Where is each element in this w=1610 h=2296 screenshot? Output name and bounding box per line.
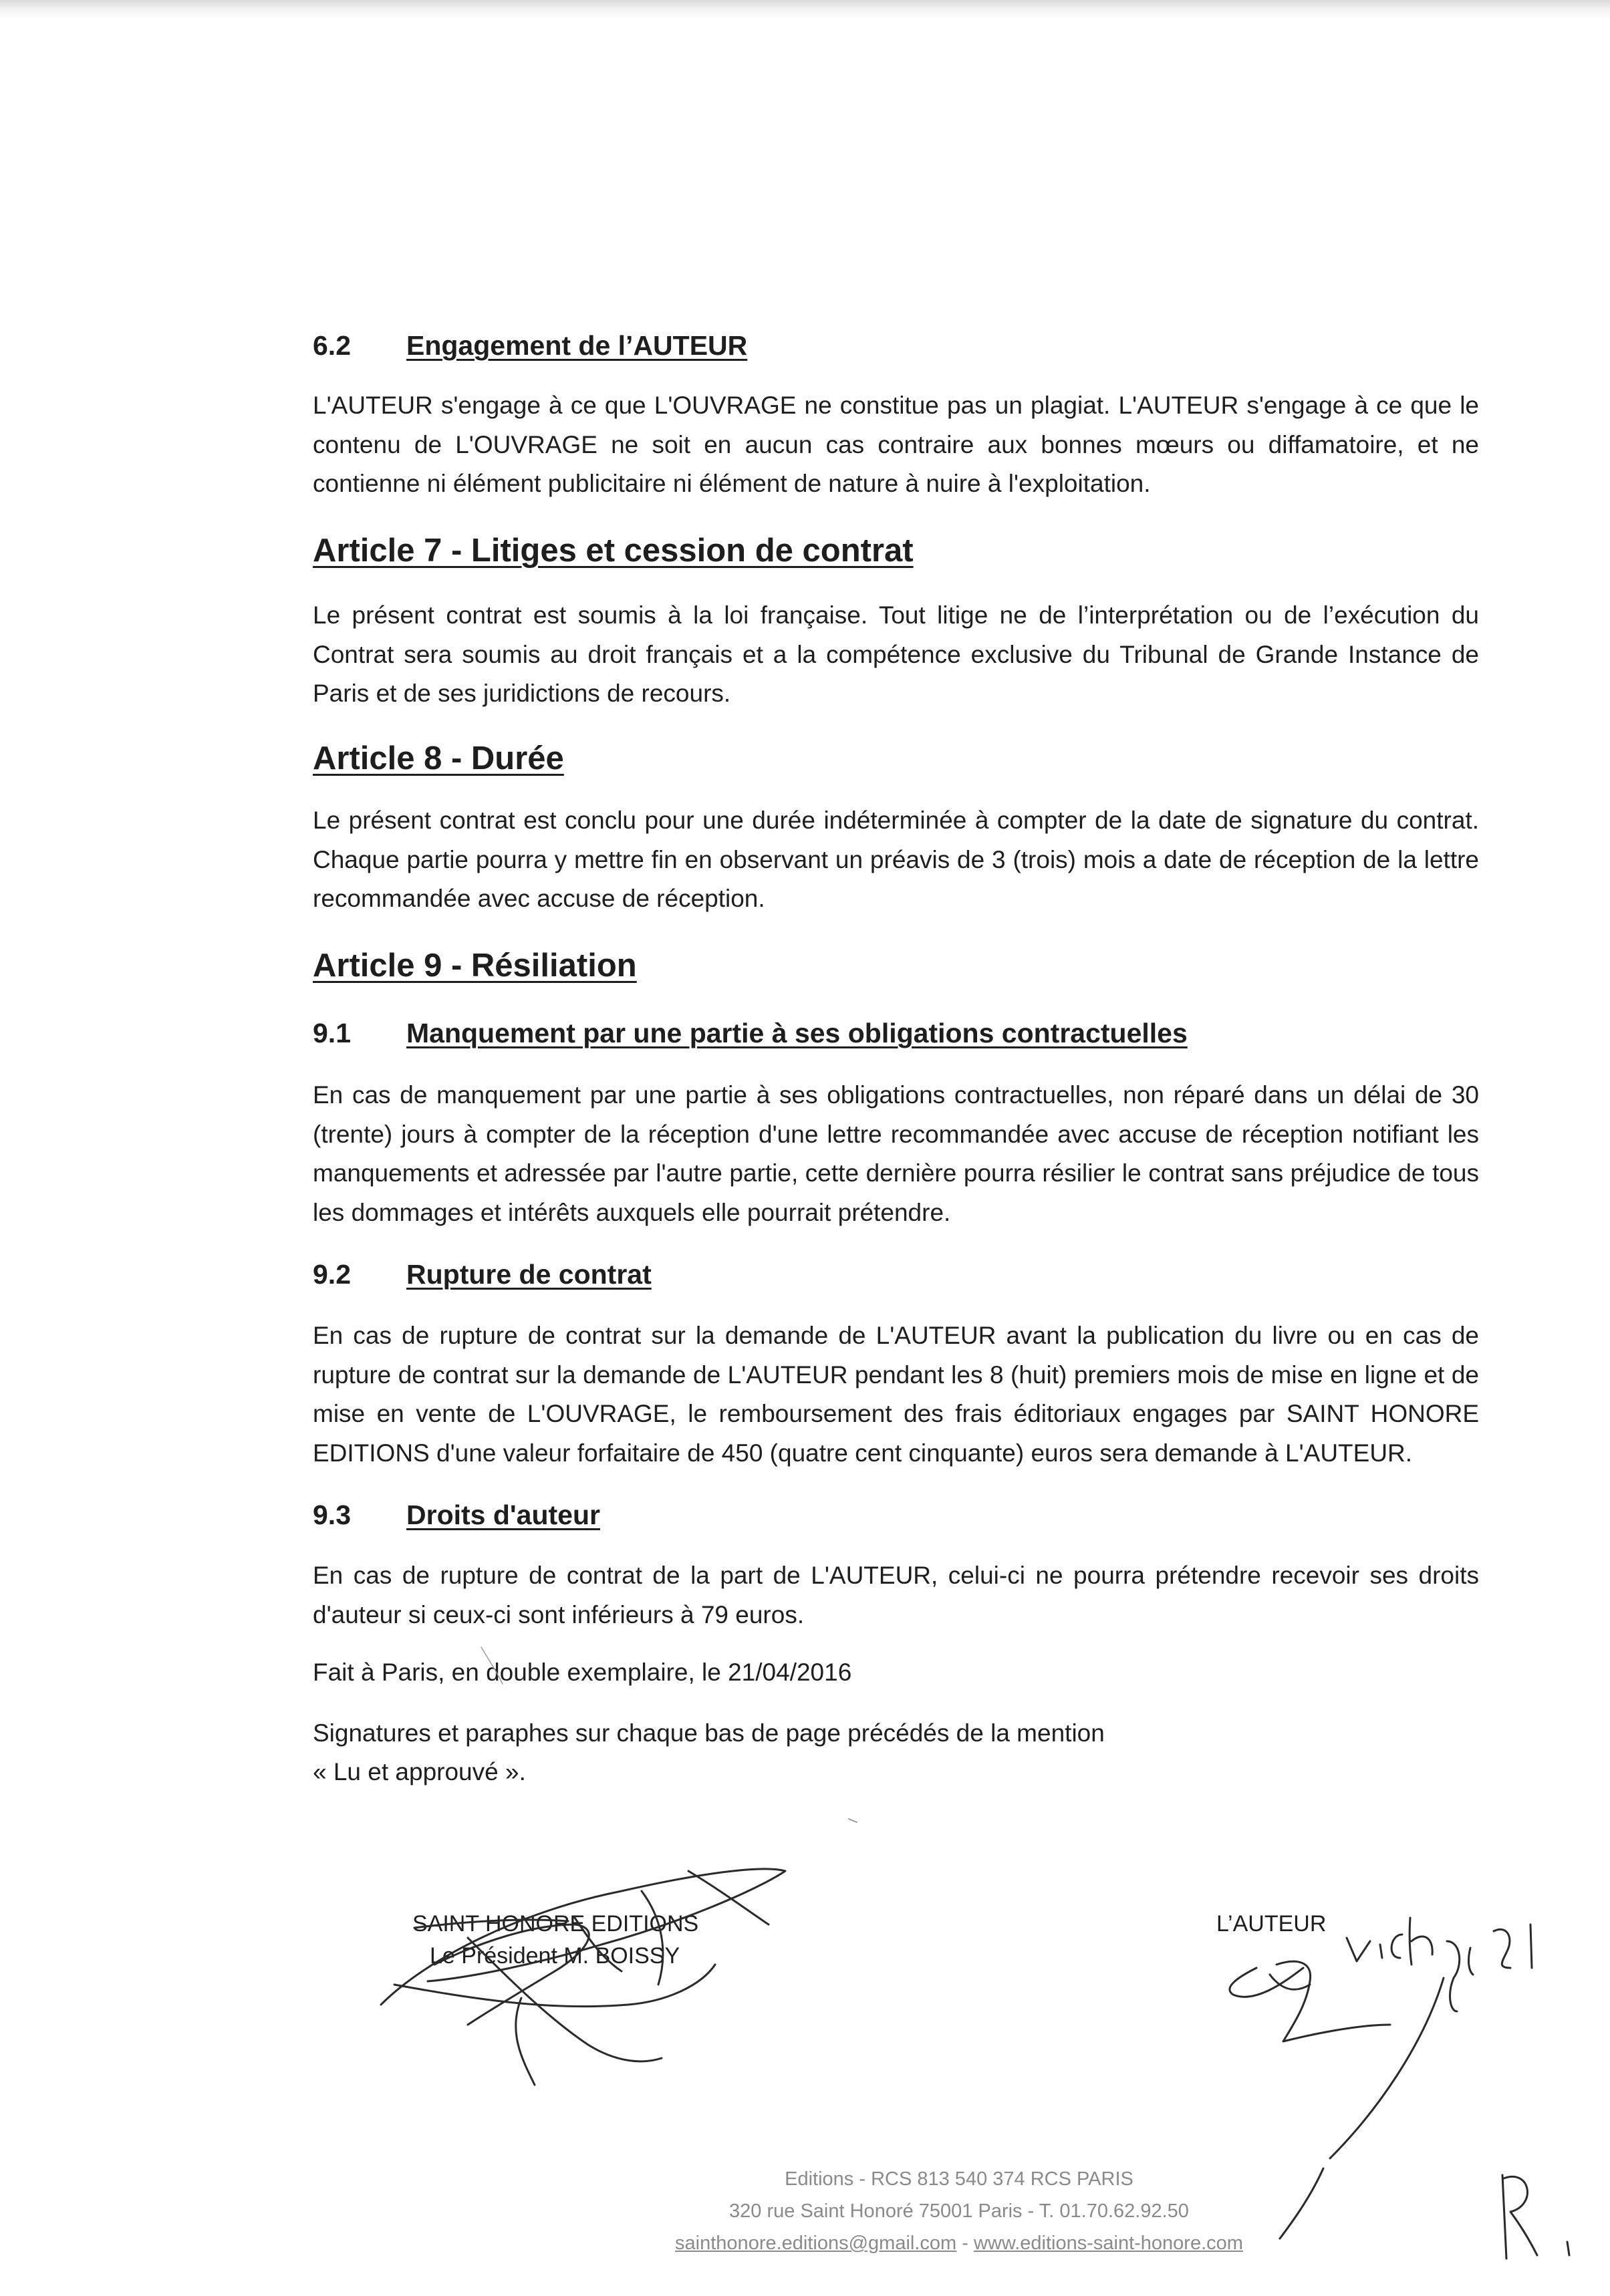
author-signature-stroke bbox=[1230, 1968, 1303, 1997]
author-signature-stroke bbox=[1468, 1948, 1473, 1975]
section-number: 6.2 bbox=[313, 330, 351, 361]
author-initial-stroke bbox=[1502, 2175, 1537, 2259]
article-8-heading: Article 8 - Durée bbox=[313, 740, 564, 776]
footer-contacts bbox=[575, 2229, 1343, 2257]
section-number: 9.2 bbox=[313, 1259, 351, 1290]
section-title: Engagement de l’AUTEUR bbox=[406, 330, 748, 361]
footer-email-link[interactable]: sainthonore.editions@gmail.com bbox=[675, 2233, 957, 2254]
section-title: Manquement par une partie à ses obligations contractuelles bbox=[406, 1018, 1188, 1048]
footer-separator: - bbox=[956, 2233, 974, 2254]
author-signature-stroke bbox=[1410, 1918, 1432, 1965]
author-signature-stroke bbox=[1391, 1934, 1402, 1958]
section-9-3-text: En cas de rupture de contrat de la part de L'AUTEUR, celui-ci ne pourra prétendre recevoir ses droits d'auteur si ceux-ci sont inférieurs à 79 euros. bbox=[313, 1562, 1479, 1628]
section-number: 9.1 bbox=[313, 1018, 351, 1048]
author-initial-stroke bbox=[1567, 2242, 1569, 2255]
signature-mention-line-2: « Lu et approuvé ». bbox=[313, 1758, 526, 1785]
publisher-signature-stroke bbox=[516, 1998, 535, 2085]
section-9-1-heading bbox=[313, 1016, 1188, 1050]
article-7-heading: Article 7 - Litiges et cession de contrat bbox=[313, 533, 914, 569]
publisher-signature-block bbox=[412, 1908, 698, 1972]
article-9-heading: Article 9 - Résiliation bbox=[313, 948, 637, 984]
footer-website-link[interactable]: www.editions-saint-honore.com bbox=[973, 2233, 1243, 2254]
section-title: Droits d'auteur bbox=[406, 1499, 600, 1530]
section-9-2-heading bbox=[313, 1258, 652, 1291]
author-signature-label: L’AUTEUR bbox=[1216, 1911, 1327, 1936]
section-9-3-heading bbox=[313, 1498, 600, 1532]
article-7-text: Le présent contrat est soumis à la loi française. Tout litige ne de l’interprétation ou de l’exécution du Contrat sera soumis au droit français et a la compétence exclusive du Tribunal de Grande Instance de Paris et de ses juridictions de recours. bbox=[313, 601, 1479, 707]
section-6-2-text: L'AUTEUR s'engage à ce que L'OUVRAGE ne constitue pas un plagiat. L'AUTEUR s'engage à ce que le contenu de L'OUVRAGE ne soit en aucun cas contraire aux bonnes mœurs ou diffamatoire, et ne contienne ni élément publicitaire ni élément de nature à nuire à l'exploitation. bbox=[313, 392, 1479, 497]
publisher-president: Le Président M. BOISSY bbox=[430, 1943, 680, 1969]
signature-mention-line-1: Signatures et paraphes sur chaque bas de page précédés de la mention bbox=[313, 1719, 1105, 1747]
footer-address: 320 rue Saint Honoré 75001 Paris - T. 01.70.62.92.50 bbox=[729, 2200, 1189, 2222]
author-signature-stroke bbox=[1494, 1929, 1510, 1968]
author-signature-stroke bbox=[1270, 1975, 1310, 1989]
author-signature-stroke bbox=[1330, 1978, 1444, 2158]
publisher-name: SAINT HONORE EDITIONS bbox=[412, 1911, 699, 1936]
scan-edge-shadow bbox=[0, 0, 1610, 19]
section-number: 9.3 bbox=[313, 1499, 351, 1530]
place-and-date: Fait à Paris, en double exemplaire, le 21/04/2016 bbox=[313, 1659, 852, 1686]
pen-mark bbox=[849, 1819, 857, 1822]
publisher-signature-stroke bbox=[688, 1871, 769, 1924]
section-6-2-heading bbox=[313, 329, 747, 362]
section-9-1-text: En cas de manquement par une partie à ses obligations contractuelles, non réparé dans un délai de 30 (trente) jours à compter de la réception d'une lettre recommandée avec accuse de réception notifiant les manquements et adressée par l'autre partie, cette dernière pourra résilier le contrat sans préjudice de tous les dommages et intérêts auxquels elle pourrait prétendre. bbox=[313, 1081, 1479, 1226]
author-signature-stroke bbox=[1277, 1961, 1390, 2041]
author-signature-stroke bbox=[1380, 1945, 1382, 1958]
section-title: Rupture de contrat bbox=[406, 1259, 652, 1290]
article-8-text: Le présent contrat est conclu pour une durée indéterminée à compter de la date de signature du contrat. Chaque partie pourra y mettre fin en observant un préavis de 3 (trois) mois a date de réception de la lettre recommandée avec accuse de réception. bbox=[313, 807, 1479, 912]
author-signature-stroke bbox=[1530, 1924, 1532, 1968]
author-signature-stroke bbox=[1347, 1938, 1370, 1961]
footer-registration: Editions - RCS 813 540 374 RCS PARIS bbox=[785, 2168, 1133, 2190]
section-9-2-text: En cas de rupture de contrat sur la demande de L'AUTEUR avant la publication du livre ou en cas de rupture de contrat sur la demande de L'AUTEUR pendant les 8 (huit) premiers mois de mise en ligne et de mise en vente de L'OUVRAGE, le remboursement des frais éditoriaux engages par SAINT HONORE EDITIONS d'une valeur forfaitaire de 450 (quatre cent cinquante) euros sera demande à L'AUTEUR. bbox=[313, 1322, 1479, 1467]
author-signature-stroke bbox=[1447, 1941, 1460, 2011]
